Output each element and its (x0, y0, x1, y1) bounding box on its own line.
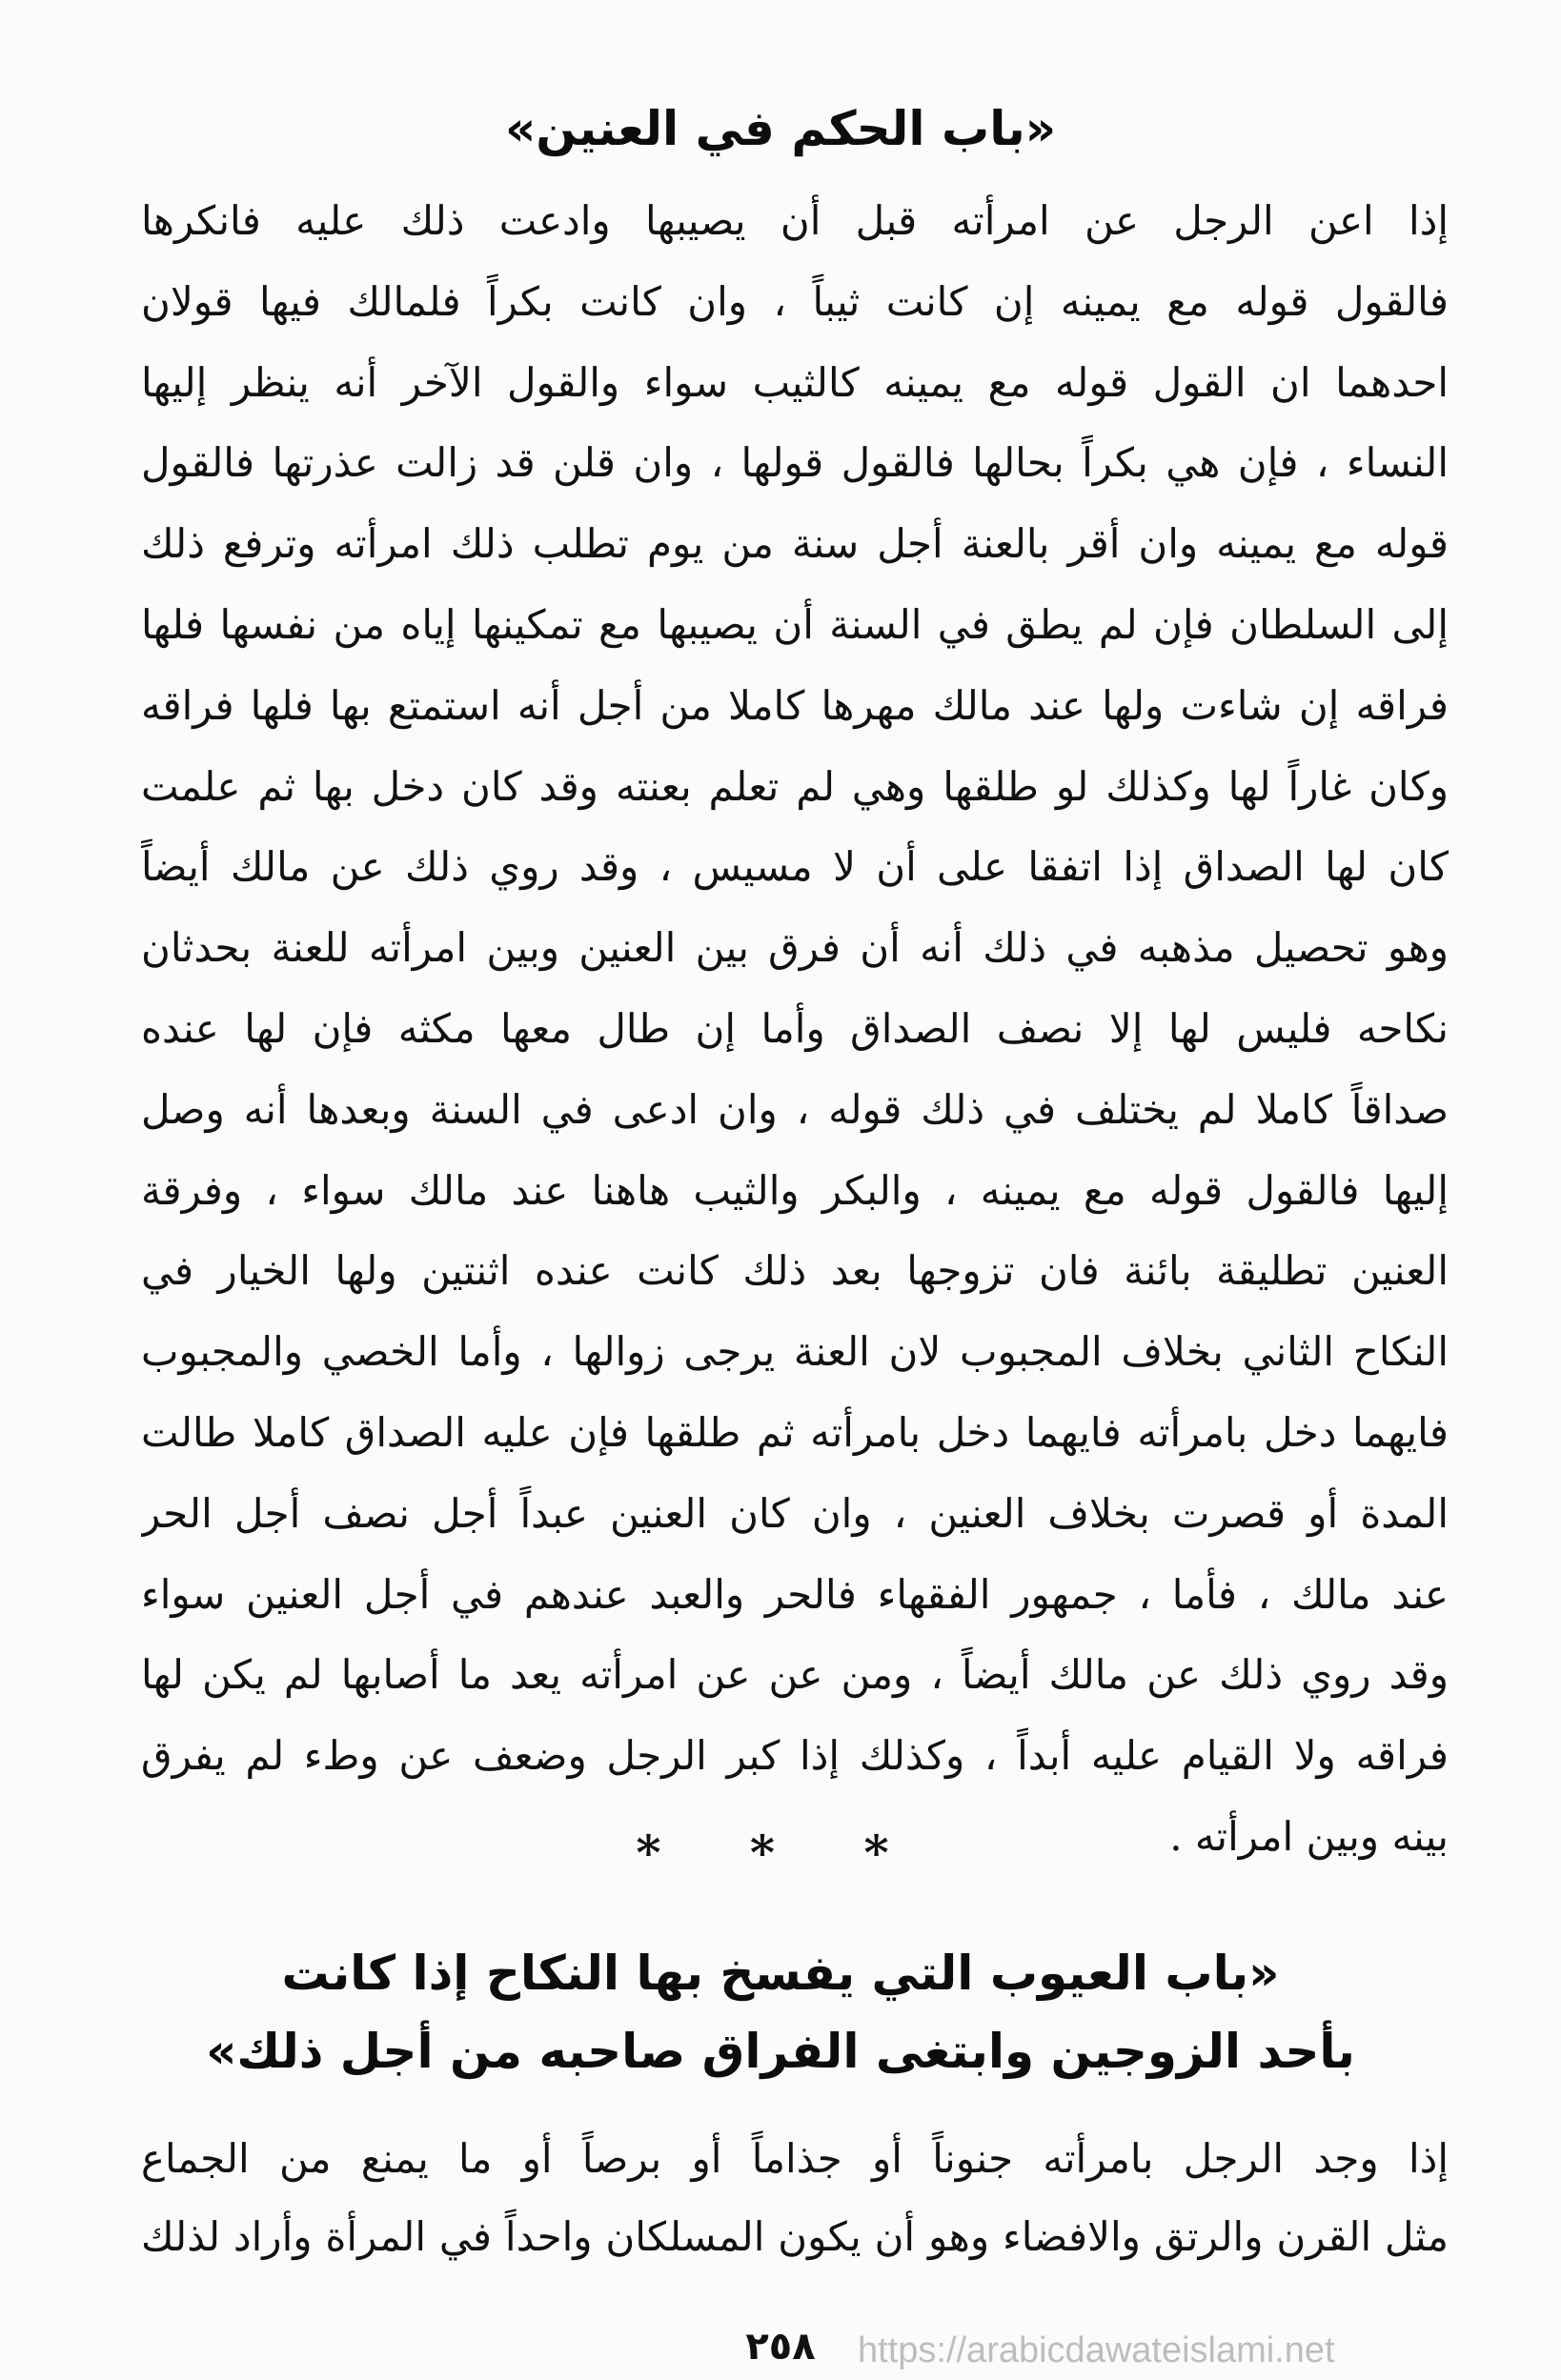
text-line: فايهما دخل بامرأته فايهما دخل بامرأته ثم طلقها فإن عليه الصداق كاملا طالت (141, 1408, 1449, 1456)
text-line: احدهما ان القول قوله مع يمينه كالثيب سواء والقول الآخر أنه ينظر إليها (141, 358, 1449, 406)
chapter-heading-defects (0, 1934, 1561, 2090)
text-line: صداقاً كاملا لم يختلف في ذلك قوله ، وان ادعى في السنة وبعدها أنه وصل (141, 1085, 1449, 1133)
text-line: وهو تحصيل مذهبه في ذلك أنه أن فرق بين العنين وبين امرأته للعنة بحدثان (141, 924, 1449, 972)
text-line: فراقه ولا القيام عليه أبداً ، وكذلك إذا كبر الرجل وضعف عن وطء لم يفرق (141, 1732, 1449, 1780)
text-line: بينه وبين امرأته . (1169, 1812, 1449, 1860)
text-line: إذا اعن الرجل عن امرأته قبل أن يصيبها وادعت ذلك عليه فانكرها (141, 197, 1449, 244)
text-line: عند مالك ، فأما ، جمهور الفقهاء فالحر والعبد عندهم في أجل العنين سواء (141, 1570, 1449, 1618)
text-line: إليها فالقول قوله مع يمينه ، والبكر والثيب هاهنا عند مالك سواء ، وفرقة (141, 1166, 1449, 1214)
text-line: فالقول قوله مع يمينه إن كانت ثيباً ، وان كانت بكراً فلمالك فيها قولان (141, 277, 1449, 325)
text-line: نكاحه فليس لها إلا نصف الصداق وأما إن طال معها مكثه فإن لها عنده (141, 1004, 1449, 1052)
section-separator: * * * (636, 1825, 925, 1881)
heading-line: «باب العيوب التي يفسخ بها النكاح إذا كانت (281, 1946, 1280, 2001)
text-line: المدة أو قصرت بخلاف العنين ، وان كان العنين عبداً أجل نصف أجل الحر (141, 1489, 1449, 1537)
text-line: كان لها الصداق إذا اتفقا على أن لا مسيس ، وقد روي ذلك عن مالك أيضاً (141, 843, 1449, 891)
heading-line: بأحد الزوجين وابتغى الفراق صاحبه من أجل ذلك» (206, 2024, 1355, 2079)
text-line: مثل القرن والرتق والافضاء وهو أن يكون المسلكان واحداً في المرأة وأراد لذلك (141, 2213, 1449, 2260)
page-number: ٢٥٨ (745, 2325, 816, 2369)
chapter-heading-impotence: «باب الحكم في العنين» (504, 101, 1057, 156)
text-line: إلى السلطان فإن لم يطق في السنة أن يصيبها مع تمكينها إياه من نفسها فلها (141, 600, 1449, 648)
text-line: النكاح الثاني بخلاف المجبوب لان العنة يرجى زوالها ، وأما الخصي والمجبوب (141, 1328, 1449, 1376)
section-body-impotence (141, 181, 1449, 1878)
watermark-url: https://arabicdawateislami.net (858, 2330, 1335, 2370)
text-line: العنين تطليقة بائنة فان تزوجها بعد ذلك كانت عنده اثنتين ولها الخيار في (141, 1247, 1449, 1295)
text-line: فراقه إن شاءت ولها عند مالك مهرها كاملا من أجل أنه استمتع بها فلها فراقه (141, 681, 1449, 729)
text-line: وكان غاراً لها وكذلك لو طلقها وهي لم تعلم بعنته وقد كان دخل بها ثم علمت (141, 762, 1449, 810)
section-body-defects (141, 2120, 1449, 2276)
text-line: قوله مع يمينه وان أقر بالعنة أجل سنة من يوم تطلب ذلك امرأته وترفع ذلك (141, 520, 1449, 568)
text-line: وقد روي ذلك عن مالك أيضاً ، ومن عن عن امرأته يعد ما أصابها لم يكن لها (141, 1651, 1449, 1699)
text-line: النساء ، فإن هي بكراً بحالها فالقول قولها ، وان قلن قد زالت عذرتها فالقول (141, 439, 1449, 487)
text-line: إذا وجد الرجل بامرأته جنوناً أو جذاماً أو برصاً أو ما يمنع من الجماع (141, 2135, 1449, 2182)
